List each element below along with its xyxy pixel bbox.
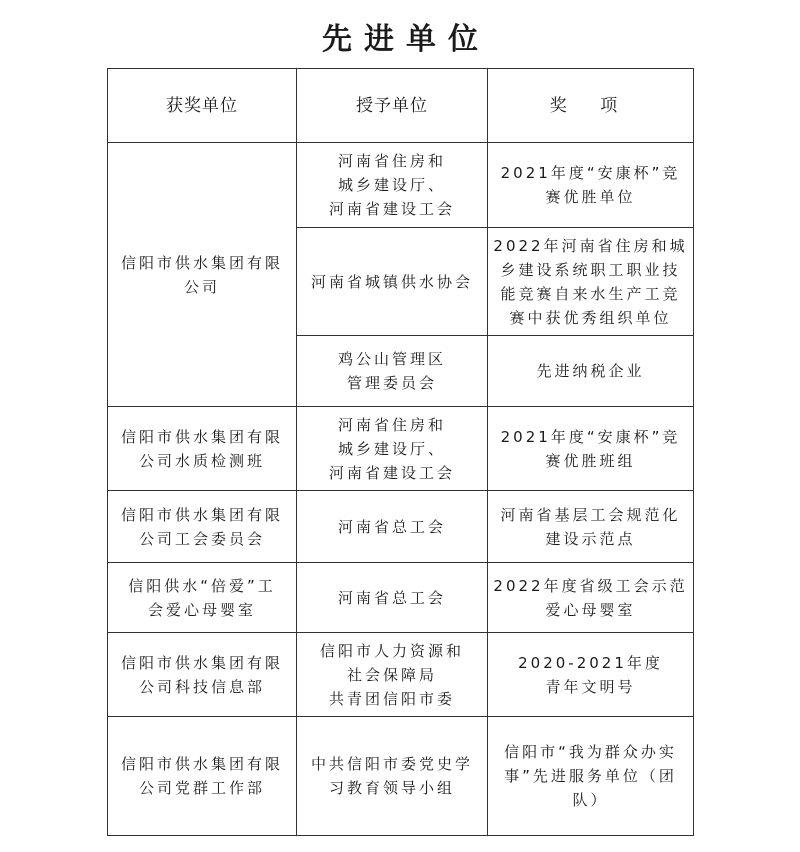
grantor-cell: 信阳市人力资源和 社会保障局 共青团信阳市委: [297, 633, 488, 717]
award-cell: 2021年度“安康杯”竞 赛优胜班组: [488, 407, 694, 491]
award-cell: 2021年度“安康杯”竞 赛优胜单位: [488, 143, 694, 228]
winner-cell: 信阳市供水集团有限 公司工会委员会: [108, 491, 297, 563]
grantor-cell: 河南省住房和 城乡建设厅、 河南省建设工会: [297, 143, 488, 228]
grantor-cell: 中共信阳市委党史学 习教育领导小组: [297, 717, 488, 836]
table-row: [108, 563, 694, 633]
award-cell: 2020-2021年度 青年文明号: [488, 633, 694, 717]
table-row: [108, 143, 694, 228]
award-cell: 先进纳税企业: [488, 336, 694, 407]
winner-cell: 信阳市供水集团有限 公司水质检测班: [108, 407, 297, 491]
table-row: [108, 633, 694, 717]
awards-table: [107, 68, 694, 836]
award-cell: 河南省基层工会规范化 建设示范点: [488, 491, 694, 563]
table-row: [108, 407, 694, 491]
award-cell: 2022年度省级工会示范 爱心母婴室: [488, 563, 694, 633]
table-row: [108, 491, 694, 563]
grantor-cell: 河南省住房和 城乡建设厅、 河南省建设工会: [297, 407, 488, 491]
header-award: 奖 项: [488, 69, 694, 143]
grantor-cell: 鸡公山管理区 管理委员会: [297, 336, 488, 407]
winner-cell: 信阳供水“倍爱”工 会爱心母婴室: [108, 563, 297, 633]
grantor-cell: 河南省城镇供水协会: [297, 228, 488, 336]
award-cell: 信阳市“我为群众办实 事”先进服务单位（团 队）: [488, 717, 694, 836]
winner-cell: 信阳市供水集团有限 公司科技信息部: [108, 633, 297, 717]
header-winner: 获奖单位: [108, 69, 297, 143]
award-cell: 2022年河南省住房和城 乡建设系统职工职业技 能竞赛自来水生产工竞 赛中获优秀组织单位: [488, 228, 694, 336]
winner-cell: 信阳市供水集团有限 公司: [108, 143, 297, 407]
table-row: [108, 717, 694, 836]
grantor-cell: 河南省总工会: [297, 491, 488, 563]
winner-cell: 信阳市供水集团有限 公司党群工作部: [108, 717, 297, 836]
header-grantor: 授予单位: [297, 69, 488, 143]
grantor-cell: 河南省总工会: [297, 563, 488, 633]
page-title: 先进单位: [322, 22, 490, 57]
table-header-row: [108, 69, 694, 143]
